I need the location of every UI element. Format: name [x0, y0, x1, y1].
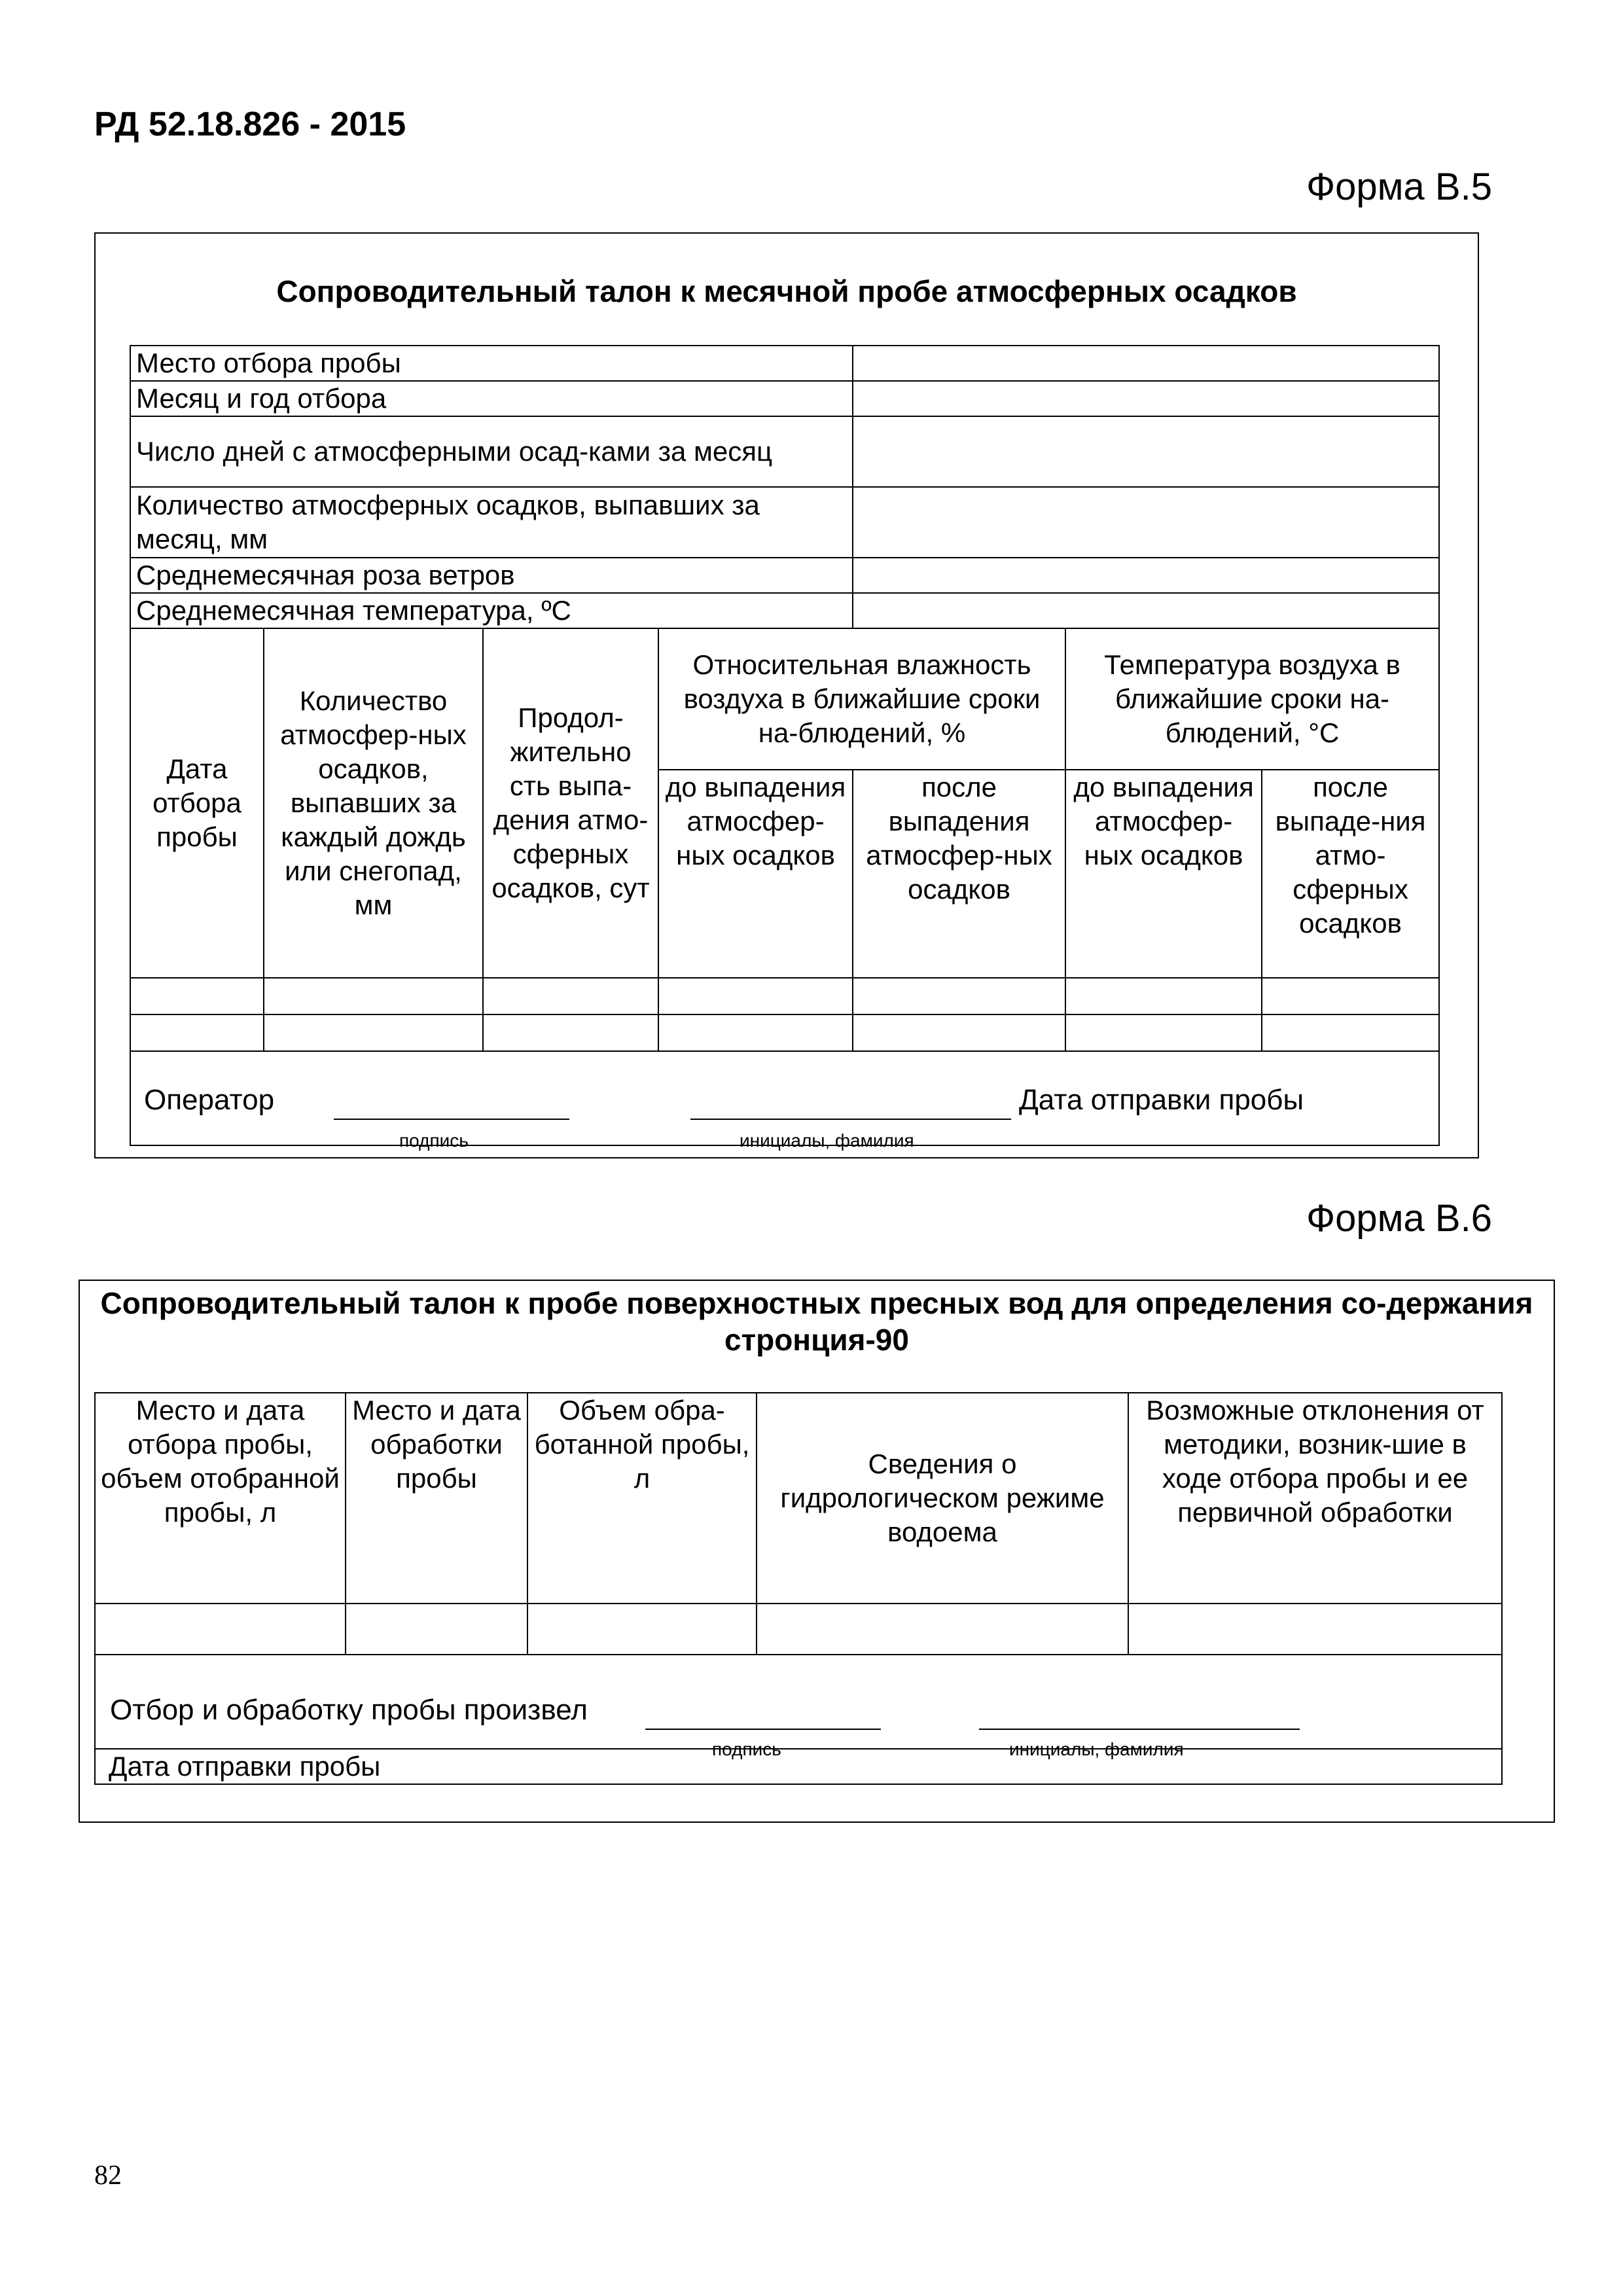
data-cell[interactable]: [95, 1604, 346, 1655]
col-header-deviations: Возможные отклонения от методики, возник-шие в ходе отбора пробы и ее первичной обработки: [1128, 1393, 1502, 1604]
col-header-humidity-after: после выпадения атмосфер-ных осадков: [853, 770, 1065, 978]
form-b6-title: Сопроводительный талон к пробе поверхностных пресных вод для определения со-держания стронция-90: [100, 1286, 1533, 1357]
data-cell[interactable]: [130, 978, 264, 1014]
col-header-humidity-before: до выпадения атмосфер-ных осадков: [658, 770, 853, 978]
page-number: 82: [94, 2161, 122, 2191]
col-header-hydrology: Сведения о гидрологическом режиме водоема: [757, 1393, 1128, 1604]
row-label: Месяц и год отбора: [130, 381, 853, 416]
send-date-label: Дата отправки пробы: [95, 1749, 1502, 1784]
col-header-processing: Место и дата обработки пробы: [346, 1393, 527, 1604]
col-header-place-date: Место и дата отбора пробы, объем отобранной пробы, л: [95, 1393, 346, 1604]
row-value-cell[interactable]: [853, 381, 1439, 416]
row-label: Место отбора пробы: [130, 346, 853, 381]
signature-hint: подпись: [399, 1130, 469, 1151]
data-cell[interactable]: [346, 1604, 527, 1655]
row-label: Количество атмосферных осадков, выпавших за месяц, мм: [130, 487, 853, 558]
operator-name-line[interactable]: [690, 1092, 1011, 1120]
form-b6-footer: [95, 1655, 1502, 1759]
data-cell[interactable]: [1262, 978, 1439, 1014]
data-cell[interactable]: [757, 1604, 1128, 1655]
col-header-volume: Объем обра-ботанной пробы, л: [527, 1393, 757, 1604]
row-value-cell[interactable]: [853, 346, 1439, 381]
form-b5-title: Сопроводительный талон к месячной пробе атмосферных осадков: [276, 274, 1297, 308]
row-label: Число дней с атмосферными осад-ками за месяц: [130, 416, 853, 487]
col-header-amount: Количество атмосфер-ных осадков, выпавших за каждый дождь или снегопад, мм: [264, 628, 483, 978]
form-b5-table: [130, 345, 1440, 1151]
performed-by-label: Отбор и обработку пробы произвел: [110, 1694, 588, 1726]
row-value-cell[interactable]: [853, 416, 1439, 487]
col-header-duration: Продол-жительно сть выпа-дения атмо-сферных осадков, сут: [483, 628, 658, 978]
data-cell[interactable]: [264, 978, 483, 1014]
data-cell[interactable]: [853, 978, 1065, 1014]
name-hint: инициалы, фамилия: [740, 1130, 914, 1151]
data-cell[interactable]: [658, 1014, 853, 1051]
performed-name-line[interactable]: [979, 1702, 1300, 1730]
row-value-cell[interactable]: [853, 593, 1439, 628]
data-cell[interactable]: [483, 978, 658, 1014]
data-cell[interactable]: [264, 1014, 483, 1051]
form-b6-frame: [79, 1280, 1555, 1823]
send-date-label: Дата отправки пробы: [1019, 1084, 1304, 1116]
row-value-cell[interactable]: [853, 558, 1439, 593]
name-hint: инициалы, фамилия: [1009, 1739, 1184, 1759]
col-header-temperature: Температура воздуха в ближайшие сроки на-блюдений, °С: [1065, 628, 1439, 770]
document-code: РД 52.18.826 - 2015: [94, 105, 406, 143]
form-b5-footer: [130, 1051, 1439, 1151]
data-cell[interactable]: [483, 1014, 658, 1051]
data-cell[interactable]: [1262, 1014, 1439, 1051]
data-cell[interactable]: [1065, 978, 1262, 1014]
form-b6-table: [94, 1392, 1503, 1785]
data-cell[interactable]: [1065, 1014, 1262, 1051]
data-cell[interactable]: [658, 978, 853, 1014]
col-header-temperature-before: до выпадения атмосфер-ных осадков: [1065, 770, 1262, 978]
row-value-cell[interactable]: [853, 487, 1439, 558]
operator-label: Оператор: [144, 1084, 275, 1116]
form-b6-label: Форма В.6: [1306, 1197, 1492, 1240]
row-label: Среднемесячная температура, ºС: [130, 593, 853, 628]
data-cell[interactable]: [1128, 1604, 1502, 1655]
performed-signature-line[interactable]: [645, 1702, 881, 1730]
data-cell[interactable]: [527, 1604, 757, 1655]
signature-hint: подпись: [712, 1739, 781, 1759]
row-label: Среднемесячная роза ветров: [130, 558, 853, 593]
form-b5-frame: [94, 232, 1479, 1158]
col-header-humidity: Относительная влажность воздуха в ближайшие сроки на-блюдений, %: [658, 628, 1065, 770]
data-cell[interactable]: [130, 1014, 264, 1051]
col-header-temperature-after: после выпаде-ния атмо-сферных осадков: [1262, 770, 1439, 978]
col-header-date: Дата отбора пробы: [130, 628, 264, 978]
form-b5-label: Форма В.5: [1306, 166, 1492, 208]
data-cell[interactable]: [853, 1014, 1065, 1051]
operator-signature-line[interactable]: [334, 1092, 569, 1120]
